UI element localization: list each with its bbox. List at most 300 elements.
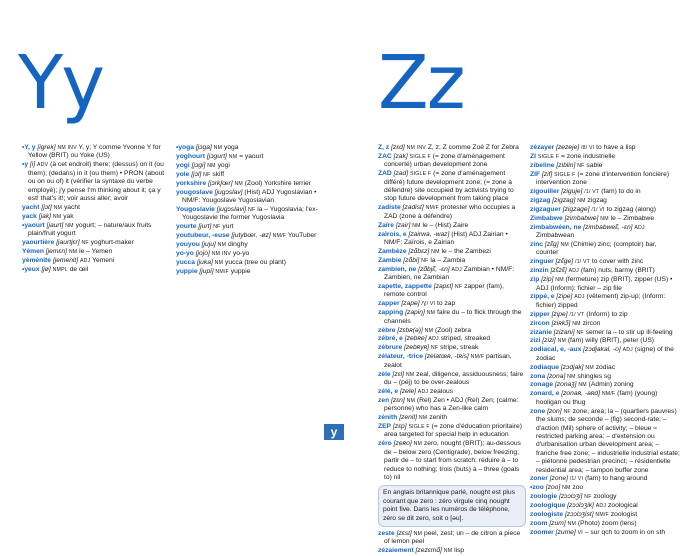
dictionary-entry: [378, 222, 526, 230]
entry-part-of-speech: NF: [81, 239, 89, 246]
entry-pronunciation: [zon]: [547, 407, 562, 415]
entry-pronunciation: [zimbabweɛ̃, -ɛn]: [583, 223, 633, 231]
entry-definition: yogurt; – nature/aux fruits plain/fruit yogurt: [28, 221, 152, 238]
entry-pronunciation: [jɔga]: [195, 144, 212, 151]
entry-definition: (= zone d'aménagement différé) future development zone; (= zone à défendre) site occupied by activists trying to stop future development from taking place: [384, 170, 514, 203]
entry-part-of-speech: ADJ: [568, 268, 579, 275]
dictionary-entry: [530, 206, 680, 214]
entry-headword: zen: [378, 396, 390, 404]
dictionary-entry: [530, 493, 680, 501]
entry-part-of-speech: /1/ VT: [584, 189, 600, 196]
entry-definition: (fam) (young) hooligan ou thug: [536, 390, 658, 406]
entry-headword: yorkshire: [176, 179, 207, 187]
entry-pronunciation: [zizani]: [553, 328, 575, 336]
entry-definition: le – Zimbabwe: [610, 214, 655, 222]
entry-definition: = zone industrielle: [560, 152, 616, 160]
entry-headword: zinc: [530, 240, 544, 248]
entry-pronunciation: [juka]: [196, 258, 213, 266]
entry-definition: zenith: [429, 414, 448, 422]
entry-part-of-speech: NM: [228, 153, 238, 160]
entry-pronunciation: [zume]: [555, 528, 576, 536]
entry-definition: (Hist) ADJ Zairian • NM/F: Zaïrois, e Zairian: [384, 230, 508, 246]
dictionary-entry: [378, 371, 526, 388]
entry-definition: yoga: [223, 144, 239, 151]
entry-definition: zero, nought (BRIT); au-dessous de – below zero (Centigrade), below freezing; partir de – to start from scratch; réduire à – to reduce to nothing; trois (buts) à – three (goals to) nil: [384, 440, 521, 481]
entry-headword: zodiaque: [530, 363, 559, 371]
entry-definition: yuppie: [230, 267, 251, 275]
entry-part-of-speech: NM: [413, 441, 423, 448]
dictionary-entry: [530, 267, 680, 275]
entry-headword: zèbre: [378, 326, 396, 334]
entry-pronunciation: [zif]: [541, 170, 553, 178]
entry-definition: (fam) to hang around: [584, 475, 648, 483]
entry-headword: zapper: [378, 300, 400, 308]
dictionary-entry: [378, 153, 526, 170]
entry-pronunciation: [zebʀe]: [404, 335, 427, 343]
entry-part-of-speech: NM: [567, 520, 577, 527]
entry-headword: ZIF: [530, 170, 541, 178]
entry-definition: le – (Hist) Zaire: [422, 221, 469, 229]
entry-pronunciation: [zɔɔlɔʒi]: [558, 493, 583, 501]
entry-headword: zip: [530, 276, 540, 284]
entry-part-of-speech: /1/ VT: [569, 311, 585, 318]
dictionary-entry: [378, 388, 526, 396]
entry-pronunciation: [zɛst]: [396, 529, 412, 537]
entry-definition: lisp: [454, 547, 465, 555]
entry-headword: zeste: [378, 529, 395, 537]
entry-definition: faire du – to flick through the channels: [384, 309, 522, 325]
entry-headword: Zambie: [378, 256, 402, 264]
entry-part-of-speech: NM: [600, 215, 609, 222]
dictionary-entry: [378, 353, 526, 370]
entry-headword: zircon: [530, 319, 550, 327]
entry-headword: zodiacal, e, -aux: [530, 346, 582, 354]
dictionary-entry: [530, 311, 680, 319]
dictionary-entry: [530, 475, 680, 483]
entry-pronunciation: [zonaʒ]: [554, 381, 577, 389]
entry-headword: zinzin: [530, 267, 549, 275]
entry-pronunciation: [zipe]: [551, 310, 568, 318]
entry-part-of-speech: /8/ VI: [580, 145, 595, 151]
entry-headword: yogi: [176, 161, 190, 169]
dictionary-entry: [378, 170, 526, 204]
dictionary-entry: [22, 161, 172, 203]
entry-pronunciation: [zɛl]: [392, 370, 404, 378]
dictionary-entry: [378, 440, 526, 482]
dictionary-entry: [176, 223, 326, 231]
entry-pronunciation: [ziblin]: [556, 161, 576, 169]
dictionary-entry: [530, 197, 680, 205]
entry-headword: youtubeur, -euse: [176, 232, 230, 240]
entry-headword: zapping: [378, 309, 404, 317]
entry-part-of-speech: NM: [207, 162, 216, 169]
dictionary-entry: [176, 144, 326, 152]
entry-pronunciation: [zɔɔlɔʒik]: [567, 502, 594, 510]
dictionary-entry: [378, 309, 526, 326]
entry-part-of-speech: NM/F: [215, 268, 229, 275]
entry-pronunciation: [zenit]: [399, 414, 418, 422]
entry-pronunciation: [jugɔslav]: [214, 188, 243, 196]
entry-pronunciation: [jɔl]: [191, 170, 202, 178]
entry-definition: protester who occupies a ZAD (zone à défendre): [384, 204, 516, 220]
dictionary-entry: [530, 329, 680, 337]
dictionary-entry: [176, 250, 326, 258]
entry-definition: (= zone d'éducation prioritaire) area targeted for special help in education: [384, 423, 522, 439]
entry-headword: •yeux: [22, 265, 40, 273]
entry-definition: le – the Zambezi: [441, 247, 491, 255]
entry-headword: zézayer: [530, 144, 555, 151]
entry-definition: le – Yemen: [79, 247, 113, 255]
entry-pronunciation: [zonaʀ, -aʀd]: [561, 390, 600, 398]
entry-part-of-speech: NM/F: [595, 512, 609, 519]
entry-definition: zoologist: [610, 511, 638, 519]
entry-part-of-speech: NM: [578, 382, 587, 389]
entry-pronunciation: [zele]: [399, 387, 416, 395]
entry-part-of-speech: NM: [213, 145, 223, 151]
entry-part-of-speech: ADJ: [451, 266, 462, 273]
entry-part-of-speech: SIGLE F: [554, 171, 576, 178]
dictionary-entry: [378, 414, 526, 422]
entry-part-of-speech: SIGLE F: [537, 153, 560, 160]
entry-headword: Zambèze: [378, 247, 407, 255]
entry-part-of-speech: ADJ: [595, 503, 607, 510]
entry-pronunciation: [zone]: [549, 475, 568, 483]
entry-headword: •yoga: [176, 144, 194, 151]
entry-definition: zapper (fam), remote control: [384, 283, 504, 299]
entry-pronunciation: [zak]: [393, 152, 408, 160]
entry-headword: zézaiement: [378, 547, 414, 555]
dictionary-entry: [378, 300, 526, 308]
entry-pronunciation: [zona]: [547, 372, 566, 380]
entry-part-of-speech: /Ɣ/ VI: [421, 301, 436, 308]
dictionary-entry: [530, 224, 680, 241]
entry-pronunciation: [zoo]: [545, 484, 561, 492]
dictionary-entry: [530, 408, 680, 475]
entry-pronunciation: [jugɔslavi]: [216, 205, 247, 213]
entry-pronunciation: [jaurt]: [46, 221, 64, 229]
entry-pronunciation: [zɔɔlɔʒist]: [564, 511, 594, 519]
entry-part-of-speech: NM: [431, 248, 440, 255]
entry-part-of-speech: NM INV: [57, 145, 77, 151]
entry-headword: zigouiller: [530, 188, 560, 196]
entry-headword: yaourtière: [22, 238, 55, 246]
entry-part-of-speech: ADJ: [634, 224, 645, 231]
dictionary-entry: [530, 484, 680, 492]
entry-headword: zonard, e: [530, 390, 560, 398]
entry-pronunciation: [jø]: [41, 265, 51, 273]
dictionary-entry: [22, 257, 172, 265]
entry-definition: (fam) nuts, barmy (BRIT): [580, 267, 655, 275]
entry-pronunciation: [jojo]: [195, 249, 210, 257]
entry-headword: zibeline: [530, 161, 555, 169]
entry-headword: yoghourt: [176, 152, 205, 160]
entry-definition: Z, z; Z comme Zoé Z for Zebra: [427, 144, 519, 151]
entry-definition: skiff: [212, 170, 225, 178]
entry-pronunciation: [ziguje]: [561, 188, 583, 196]
dictionary-entry: [530, 337, 680, 345]
dictionary-entry: [378, 231, 526, 248]
entry-part-of-speech: NM: [418, 415, 428, 422]
dictionary-entry: [378, 248, 526, 256]
entry-pronunciation: [zigzage]: [562, 205, 590, 213]
entry-pronunciation: [zairwa, -waz]: [408, 230, 450, 238]
entry-headword: zoomer: [530, 528, 554, 536]
entry-definition: Yemeni: [92, 256, 115, 264]
entry-part-of-speech: NM: [234, 180, 243, 187]
dictionary-entry: [176, 241, 326, 249]
entry-part-of-speech: SIGLE F: [408, 424, 430, 430]
entry-pronunciation: [zimbabwe]: [564, 214, 599, 222]
dictionary-entry: [530, 373, 680, 381]
entry-definition: zigzag: [587, 196, 607, 204]
entry-pronunciation: [zɔdjakal, -o]: [583, 346, 621, 354]
dictionary-entry: [530, 529, 680, 537]
entry-definition: zeal, diligence, assiduousness; faire du – (péj) to be over-zealous: [384, 370, 524, 386]
entry-pronunciation: [jɔgi]: [191, 161, 206, 169]
entry-part-of-speech: NM INV: [406, 145, 426, 151]
entry-definition: (= zone d'intervention foncière) intervention zone: [536, 170, 670, 187]
entry-definition: = yaourt: [239, 152, 264, 160]
entry-headword: zinguer: [530, 258, 554, 266]
entry-definition: (Hist) ADJ Yugoslavian • NM/F: Yougoslave Yugoslavian: [182, 188, 317, 204]
entry-definition: yurt: [222, 223, 234, 231]
entry-definition: yogi: [217, 161, 230, 169]
dictionary-entry: [176, 180, 326, 188]
dictionary-entry: [176, 206, 326, 223]
dictionary-entry: [176, 171, 326, 179]
entry-pronunciation: [zipe]: [556, 293, 573, 301]
dictionary-entry: [530, 293, 680, 310]
entry-definition: peel, zest; un – de citron a piece of lemon peel: [384, 529, 521, 546]
entry-part-of-speech: /1/ VI: [591, 206, 605, 213]
entry-definition: to zigzag (along): [606, 205, 656, 213]
entry-headword: Yougoslavie: [176, 205, 215, 213]
dictionary-entry: [378, 547, 526, 555]
dictionary-entry: [530, 502, 680, 510]
entry-definition: zoology: [593, 493, 617, 501]
entry-headword: •y: [22, 161, 29, 169]
entry-pronunciation: [zɛd]: [391, 144, 405, 151]
entry-headword: •zoo: [530, 484, 544, 492]
entry-definition: (Photo) zoom (lens): [577, 519, 637, 527]
entry-part-of-speech: /1/ VI: [569, 476, 584, 483]
entry-pronunciation: [juju]: [201, 240, 216, 248]
entry-part-of-speech: NM: [68, 248, 78, 255]
entry-pronunciation: [zɑ̃bɛz]: [408, 247, 430, 255]
letter-heading-y: Yy: [18, 40, 103, 126]
entry-definition: – sur qch to zoom in on sth: [584, 528, 666, 536]
entry-pronunciation: [zape]: [401, 300, 420, 308]
entry-part-of-speech: NM/F: [425, 205, 440, 212]
entry-part-of-speech: NM: [560, 241, 569, 248]
entry-headword: zonage: [530, 381, 554, 389]
entry-headword: yucca: [176, 258, 195, 266]
letter-heading-z: Zz: [378, 40, 464, 126]
entry-part-of-speech: NM: [406, 397, 416, 404]
entry-headword: ZAD: [378, 170, 392, 178]
entry-pronunciation: [zigzag]: [552, 196, 576, 204]
entry-part-of-speech: NM/F: [272, 233, 287, 240]
entry-definition: (signe) of the zodiac: [536, 346, 674, 362]
entry-headword: zébrure: [378, 344, 403, 352]
entry-definition: YouTuber: [287, 232, 317, 240]
entry-definition: dinghy: [227, 240, 248, 248]
dictionary-entry: [22, 239, 172, 247]
entry-pronunciation: [jemɛn]: [45, 247, 67, 255]
entry-pronunciation: [zɔdjak]: [560, 363, 584, 371]
entry-part-of-speech: NM: [424, 327, 434, 334]
entry-definition: to zap: [437, 300, 456, 308]
entry-headword: zoner: [530, 475, 548, 483]
entry-definition: (fam) to do in: [601, 188, 641, 196]
dictionary-entry: [530, 258, 680, 266]
entry-pronunciation: [jaurtjɛr]: [56, 238, 80, 246]
entry-part-of-speech: NM: [65, 222, 74, 229]
dictionary-entry: [530, 215, 680, 223]
entry-part-of-speech: NM: [413, 530, 423, 537]
dictionary-entry: [530, 171, 680, 188]
entry-definition: (fam) willy (BRIT), peter (US): [567, 337, 655, 345]
entry-headword: Yémen: [22, 247, 44, 255]
entry-pronunciation: [jɔt]: [41, 203, 52, 211]
entry-part-of-speech: ADJ: [574, 294, 585, 301]
entry-part-of-speech: NM: [562, 485, 571, 492]
entry-part-of-speech: NM: [443, 548, 453, 555]
entry-definition: (vêtement) zip-up; (Inform: fichier) zipped: [536, 293, 666, 309]
thumb-index-tab: y: [324, 424, 344, 440]
entry-definition: zealous: [430, 387, 454, 395]
entry-headword: zizi: [530, 337, 541, 345]
entry-part-of-speech: /1/ VT: [574, 259, 590, 266]
dictionary-entry: [530, 364, 680, 372]
entry-pronunciation: [jɔrkʃœr]: [207, 179, 233, 187]
dictionary-entry: [378, 530, 526, 547]
dictionary-entry: [530, 162, 680, 170]
entry-part-of-speech: NF: [563, 408, 571, 415]
entry-definition: yak: [63, 212, 74, 220]
entry-part-of-speech: ADJ: [428, 336, 439, 343]
dictionary-entry: [176, 162, 326, 170]
entry-pronunciation: [zum]: [549, 519, 566, 527]
entry-pronunciation: [zɛ̃zɛ̃]: [550, 267, 567, 275]
entry-pronunciation: [zezeje]: [556, 144, 580, 151]
dictionary-entry: [530, 188, 680, 196]
entry-definition: sable: [586, 161, 603, 169]
entry-definition: (= zone d'aménagement concerté) urban development zone: [384, 152, 505, 169]
dictionary-entry: [22, 266, 172, 274]
entry-headword: •yaourt: [22, 221, 45, 229]
dictionary-entry: [176, 259, 326, 267]
entry-headword: zébré, e: [378, 335, 403, 343]
entry-headword: zone: [530, 407, 546, 415]
entry-definition: Zambian • NM/F: Zambien, ne Zambian: [384, 265, 515, 282]
entry-definition: yoghurt-maker: [90, 238, 134, 246]
entry-pronunciation: [jemenit]: [52, 256, 79, 264]
entry-definition: (à cet endroit) there; (dessus) on it (ou them); (dedans) in it (ou them) • PRON (about ou on ou of) it (vérifier la syntaxe du verbe employé); j'y pense I'm thinking about it; ça y est! that's it!; voir aussi aller; avoir: [28, 161, 165, 202]
entry-definition: yacht: [63, 203, 80, 211]
dictionary-entry: [378, 204, 526, 221]
entry-headword: Zimbabwe: [530, 214, 563, 222]
entry-headword: yacht: [22, 203, 40, 211]
dictionary-entry: [378, 423, 526, 440]
entry-pronunciation: [zɛ̃ge]: [555, 258, 574, 266]
entry-headword: yole: [176, 170, 190, 178]
entry-definition: (Rel) Zen • ADJ (Rel) Zen; (calme: personne) who has a Zen-like calm: [384, 396, 519, 413]
entry-definition: (Chimie) zinc; (comptoir) bar, counter: [536, 240, 657, 257]
entry-part-of-speech: NF: [584, 494, 592, 501]
entry-part-of-speech: NM: [53, 204, 63, 211]
entry-pronunciation: [zɛp]: [392, 423, 407, 430]
dictionary-entry: [22, 222, 172, 239]
entry-pronunciation: [jurt]: [198, 223, 212, 231]
entry-pronunciation: [jupi]: [199, 267, 214, 275]
entry-pronunciation: [zapiŋ]: [405, 309, 425, 317]
entry-headword: zipper: [530, 310, 550, 318]
entry-definition: Zimbabwean: [536, 232, 575, 240]
entry-headword: zénith: [378, 414, 398, 422]
entry-definition: to cover with zinc: [591, 258, 644, 266]
dictionary-entry: [176, 268, 326, 276]
entry-headword: yougoslave: [176, 188, 213, 196]
dictionary-entry: [530, 381, 680, 389]
entry-headword: zélé, e: [378, 387, 399, 395]
dictionary-entry: [530, 144, 680, 152]
entry-part-of-speech: SIGLE F: [409, 153, 431, 160]
entry-pronunciation: [zip]: [541, 276, 554, 284]
dictionary-entry: [22, 144, 172, 161]
entry-headword: •Y, y: [22, 144, 36, 151]
entry-headword: zoologique: [530, 502, 566, 510]
entry-definition: (Inform) to zip: [586, 310, 628, 318]
dictionary-entry: [378, 144, 526, 152]
entry-part-of-speech: NM: [567, 373, 576, 380]
entry-pronunciation: [zizi]: [542, 337, 556, 345]
entry-part-of-speech: NM: [585, 364, 594, 371]
entry-definition: stripe, streak: [440, 344, 479, 352]
entry-definition: (Zool) zebra: [435, 326, 472, 334]
entry-part-of-speech: ADJ: [80, 257, 91, 264]
column-1: [22, 144, 172, 275]
dictionary-entry: [22, 248, 172, 256]
dictionary-entry: [176, 189, 326, 206]
entry-definition: (Zool) Yorkshire terrier: [244, 179, 311, 187]
entry-headword: zoologie: [530, 493, 558, 501]
entry-headword: yuppie: [176, 267, 198, 275]
entry-pronunciation: [jɔgurt]: [206, 152, 227, 160]
column-4: [530, 144, 680, 538]
entry-headword: zigzaguer: [530, 205, 561, 213]
dictionary-entry: [176, 232, 326, 240]
entry-headword: zona: [530, 372, 546, 380]
entry-headword: ZEP: [378, 423, 392, 430]
entry-definition: striped, streaked: [440, 335, 491, 343]
entry-headword: zèle: [378, 370, 391, 378]
entry-headword: zéro: [378, 440, 392, 448]
column-2: [176, 144, 326, 277]
entry-definition: to have a lisp: [596, 144, 636, 151]
entry-part-of-speech: NM: [217, 241, 227, 248]
entry-part-of-speech: NM INV: [211, 250, 232, 257]
dictionary-entry: [378, 335, 526, 343]
dictionary-entry: [530, 276, 680, 293]
entry-part-of-speech: NM/F: [470, 354, 485, 361]
entry-definition: zodiac: [595, 363, 616, 371]
entry-part-of-speech: NF: [430, 345, 439, 352]
entry-pronunciation: [zair]: [395, 221, 411, 229]
entry-part-of-speech: NM/F: [601, 391, 616, 398]
entry-definition: la – Yugoslavia; l'ex-Yougoslavie the former Yugoslavia: [182, 205, 318, 222]
dictionary-entry: [530, 320, 680, 328]
